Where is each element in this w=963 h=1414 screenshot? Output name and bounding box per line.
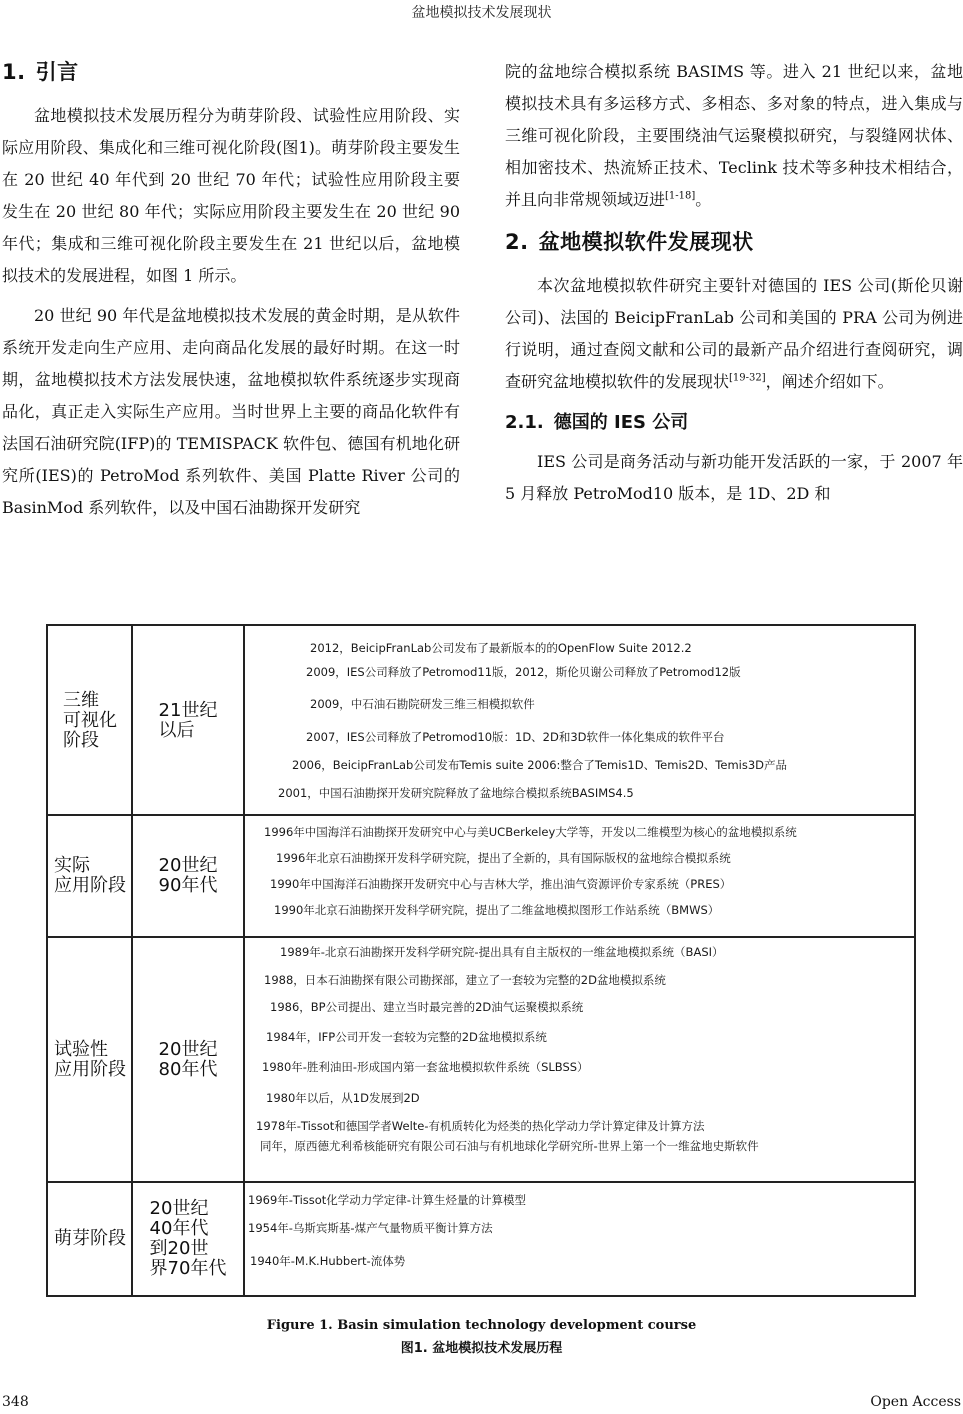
period-cell — [132, 1182, 244, 1295]
section-2-title: 盆地模拟软件发展现状 — [538, 230, 754, 254]
section-1-heading — [2, 56, 460, 86]
section-2-1-title: 德国的 IES 公司 — [553, 412, 689, 433]
continued-text: 院的盆地综合模拟系统 BASIMS 等。进入 21 世纪以来，盆地模拟技术具有多运移方式、多相态、多对象的特点，进入集成与三维可视化阶段，主要围绕油气运聚模拟研究，与裂缝网状体、相加密技术、热流矫正技术、Teclink 技术等多种技术相结合，并且向非常规领域迈进 — [505, 62, 963, 209]
timeline-event: 1980年-胜利油田-形成国内第一套盆地模拟软件系统（SLBSS） — [262, 1060, 589, 1074]
timeline-event: 2012，BeicipFranLab公司发布了最新版本的的OpenFlow Suite 2012.2 — [310, 641, 692, 655]
section-2-number: 2. — [505, 230, 529, 254]
page-number: 348 — [2, 1394, 29, 1410]
timeline-event: 1988，日本石油勘探有限公司勘探部，建立了一套较为完整的2D盆地模拟系统 — [264, 973, 666, 987]
timeline-event: 2007，IES公司释放了Petromod10版：1D、2D和3D软件一体化集成的软件平台 — [306, 730, 725, 744]
timeline-event: 2006，BeicipFranLab公司发布Temis suite 2006:整合了Temis1D、Temis2D、Temis3D产品 — [292, 758, 788, 772]
timeline-event: 1969年-Tissot化学动力学定律-计算生烃量的计算模型 — [248, 1193, 526, 1207]
stage-cell — [48, 937, 132, 1182]
events-cell — [244, 937, 914, 1182]
period-label: 20世纪 80年代 — [158, 1038, 218, 1080]
timeline-event: 同年，原西德尤利希核能研究有限公司石油与有机地球化学研究所-世界上第一个一维盆地史斯软件 — [260, 1139, 759, 1153]
stage-label: 实际 应用阶段 — [54, 855, 126, 896]
section-2-heading — [505, 226, 963, 256]
section-1-number: 1. — [2, 60, 26, 84]
figure-caption-english: Figure 1. Basin simulation technology development course — [266, 1318, 697, 1333]
period-cell — [132, 937, 244, 1182]
timeline-event: 1984年，IFP公司开发一套较为完整的2D盆地模拟系统 — [266, 1030, 547, 1044]
stage-label: 试验性 应用阶段 — [54, 1038, 126, 1080]
period-label: 21世纪 以后 — [158, 699, 218, 741]
running-header: 盆地模拟技术发展现状 — [411, 5, 552, 21]
timeline-event: 1990年北京石油勘探开发科学研究院，提出了二维盆地模拟图形工作站系统（BMWS） — [274, 903, 720, 917]
journal-footer: Open Access — [870, 1394, 961, 1410]
timeline-event: 2001，中国石油勘探开发研究院释放了盆地综合模拟系统BASIMS4.5 — [278, 786, 634, 800]
timeline-event: 1954年-乌斯宾斯基-煤产气量物质平衡计算方法 — [248, 1221, 493, 1235]
citation-19-32[interactable]: [19-32] — [729, 372, 766, 384]
timeline-event: 1978年-Tissot和德国学者Welte-有机质转化为烃类的热化学动力学计算定律及计算方法 — [256, 1119, 705, 1133]
section-1-title: 引言 — [35, 60, 79, 84]
timeline-event: 1996年北京石油勘探开发科学研究院，提出了全新的，具有国际版权的盆地综合模拟系统 — [276, 851, 731, 865]
section-2-1-number: 2.1. — [505, 412, 544, 433]
stage-cell — [48, 1182, 132, 1295]
section-2-1-paragraph: IES 公司是商务活动与新功能开发活跃的一家，于 2007 年 5 月释放 PetroMod10 版本，是 1D、2D 和 — [505, 452, 963, 503]
timeline-event: 2009，IES公司释放了Petromod11版，2012，斯伦贝谢公司释放了Petromod12版 — [306, 665, 741, 679]
period-label: 20世纪 40年代 到20世 界70年代 — [149, 1197, 227, 1279]
timeline-event: 1940年-M.K.Hubbert-流体势 — [250, 1254, 406, 1268]
section-2-1-heading — [505, 408, 963, 434]
left-column — [2, 56, 460, 532]
development-course-figure — [46, 624, 916, 1297]
right-column — [505, 56, 963, 518]
period-cell — [132, 626, 244, 815]
section-2-text: 本次盆地模拟软件研究主要针对德国的 IES 公司(斯伦贝谢公司)、法国的 BeicipFranLab 公司和美国的 PRA 公司为例进行说明，通过查阅文献和公司的最新产品介绍进行查阅研究，调查研究盆地模拟软件的发展现状 — [505, 276, 963, 391]
period-cell — [132, 815, 244, 937]
timeline-event: 1986，BP公司提出、建立当时最完善的2D油气运聚模拟系统 — [270, 1000, 584, 1014]
stage-cell — [48, 815, 132, 937]
timeline-event: 1990年中国海洋石油勘探开发研究中心与吉林大学，推出油气资源评价专家系统（PRES） — [270, 877, 732, 891]
timeline-event: 1996年中国海洋石油勘探开发研究中心与美UCBerkeley大学等，开发以二维模型为核心的盆地模拟系统 — [264, 825, 797, 839]
stage-label: 萌芽阶段 — [54, 1227, 126, 1249]
intro-paragraph-2-continued — [505, 56, 963, 216]
figure-caption-chinese: 图1. 盆地模拟技术发展历程 — [400, 1341, 563, 1356]
events-cell — [244, 626, 914, 815]
intro-paragraph-1: 盆地模拟技术发展历程分为萌芽阶段、试验性应用阶段、实际应用阶段、集成化和三维可视化阶段(图1)。萌芽阶段主要发生在 20 世纪 40 年代到 20 世纪 70 年代；试验性应用阶段主要发生在 20 世纪 80 年代；实际应用阶段主要发生在 20 世纪 90 年代；集成和三维可视化阶段主要发生在 21 世纪以后，盆地模拟技术的发展进程，如图 1 所示。 — [2, 106, 460, 285]
period-label: 20世纪 90年代 — [158, 855, 218, 896]
timeline-event: 1989年-北京石油勘探开发科学研究院-提出具有自主版权的一维盆地模拟系统（BASI） — [280, 945, 724, 959]
events-cell — [244, 1182, 914, 1295]
continued-end: 。 — [695, 190, 712, 209]
citation-1-18[interactable]: [1-18] — [665, 190, 696, 202]
timeline-event: 1980年以后，从1D发展到2D — [266, 1091, 420, 1105]
events-cell — [244, 815, 914, 937]
timeline-event: 2009，中石油石勘院研发三维三相模拟软件 — [310, 697, 535, 711]
stage-cell — [48, 626, 132, 815]
stage-label: 三维 可视化 阶段 — [63, 689, 117, 751]
section-2-paragraph — [505, 270, 963, 398]
section-2-end: ，阐述介绍如下。 — [765, 372, 894, 391]
intro-paragraph-2: 20 世纪 90 年代是盆地模拟技术发展的黄金时期，是从软件系统开发走向生产应用、走向商品化发展的最好时期。在这一时期，盆地模拟技术方法发展快速，盆地模拟软件系统逐步实现商品化，真正走入实际生产应用。当时世界上主要的商品化软件有法国石油研究院(IFP)的 TEMISPACK 软件包、德国有机地化研究所(IES)的 PetroMod 系列软件、美国 Platte River 公司的 BasinMod 系列软件，以及中国石油勘探开发研究 — [2, 306, 460, 517]
